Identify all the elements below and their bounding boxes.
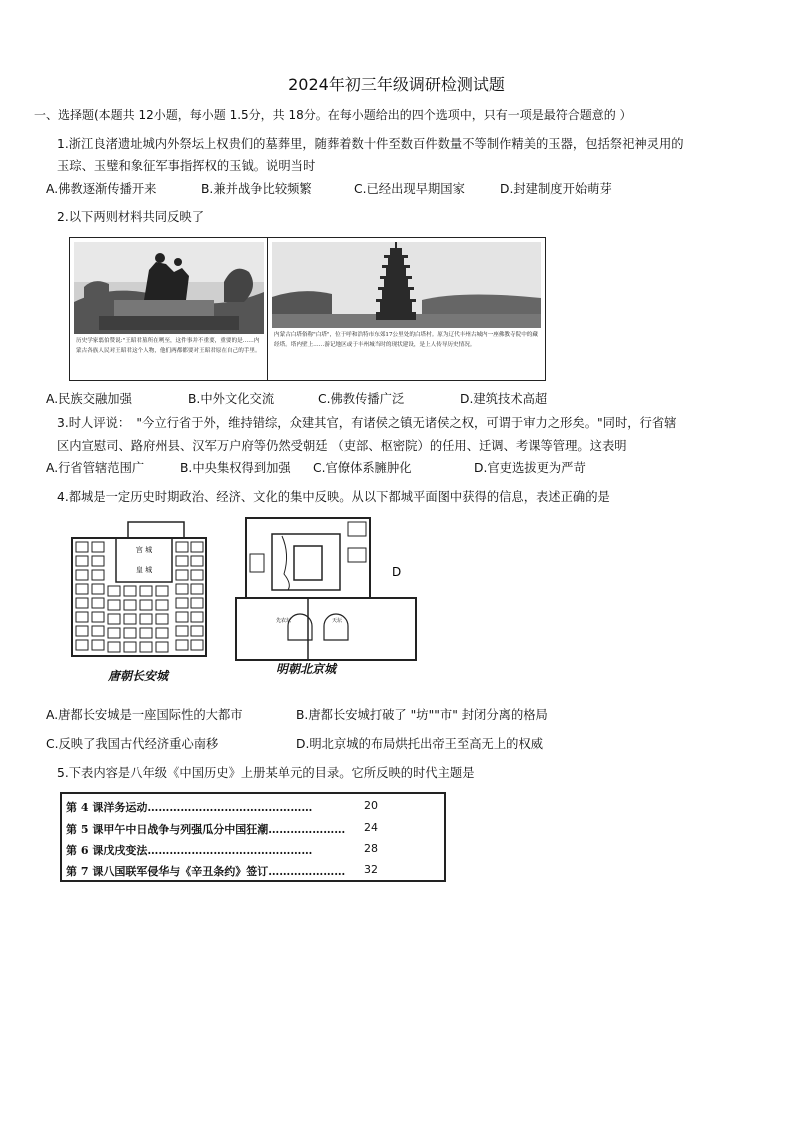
zhaojun-statue-photo [74,242,264,334]
q3-option-a[interactable]: A.行省管辖范围广 [46,461,145,475]
q2-material-frame [69,237,546,381]
q4-option-a[interactable]: A.唐都长安城是一座国际性的大都市 [46,708,243,722]
map-label-imperial-city: 皇 城 [135,566,153,574]
map-label-xiannong: 先农坛 [276,618,292,624]
question-1-line1: 1.浙江良渚遗址城内外祭坛上权贵们的墓葬里，随葬着数十件至数百件数量不等制作精美的玉器，包括祭祀神灵用的 [57,137,684,151]
changan-map-caption: 唐朝长安城 [108,669,169,683]
toc-label: 第 4 课洋务运动……………………………………… [66,801,313,814]
q4-option-b[interactable]: B.唐都长安城打破了 "坊""市" 封闭分离的格局 [296,708,548,722]
toc-page-number: 32 [364,863,378,876]
toc-label: 第 6 课戊戌变法……………………………………… [66,844,313,857]
question-3-line2: 区内宣慰司、路府州县、汉军万户府等仍然受朝廷 （吏部、枢密院）的任用、迁调、考课等管理。这表明 [57,439,627,453]
toc-page-number: 20 [364,799,378,812]
q2-option-d[interactable]: D.建筑技术高超 [460,392,548,406]
q2-option-a[interactable]: A.民族交融加强 [46,392,132,406]
question-1-line2: 玉琮、玉璧和象征军事指挥权的玉钺。说明当时 [57,159,316,173]
question-5-stem: 5.下表内容是八年级《中国历史》上册某单元的目录。它所反映的时代主题是 [57,766,475,780]
q2-caption-right: 内蒙古白塔俗称"白塔"，位于呼和浩特市东郊17公里处的白塔村。原为辽代丰州古城内一座佛教寺院中的藏经塔。塔内壁上……游记地区或于丰州城当时的现状建设，是上人传导历史情况。 [274,332,538,348]
toc-label: 第 7 课八国联军侵华与《辛丑条约》签订………………… [66,865,346,878]
q1-option-d[interactable]: D.封建制度开始萌芽 [500,182,612,196]
toc-row [66,799,312,815]
toc-row [66,842,312,858]
q2-caption-left: 历史学家翦伯赞说:"王昭君墓所在咧至，这件事并不重要，重要的是……内蒙古各族人民对王昭君这个人物，他们两都都要对王昭君原在自己的手里。 [76,338,261,354]
q2-option-c[interactable]: C.佛教传播广泛 [318,392,405,406]
page-title: 2024年初三年级调研检测试题 [288,75,505,94]
q3-option-b[interactable]: B.中央集权得到加强 [180,461,291,475]
section-heading: 一、选择题(本题共 12小题，每小题 1.5分，共 18分。在每小题给出的四个选项中，只有一项是最符合题意的 ） [34,108,632,122]
toc-page-number: 28 [364,842,378,855]
changan-city-map [70,520,216,666]
toc-row [66,863,345,879]
white-pagoda-photo [272,242,541,328]
q1-option-b[interactable]: B.兼并战争比较频繁 [201,182,312,196]
q4-option-d[interactable]: D.明北京城的布局烘托出帝王至高无上的权威 [296,737,544,751]
toc-row [66,821,345,837]
q1-option-a[interactable]: A.佛教逐渐传播开来 [46,182,157,196]
question-2-stem: 2.以下两则材料共同反映了 [57,210,204,224]
q3-option-c[interactable]: C.官僚体系臃肿化 [313,461,412,475]
beijing-city-map [232,514,422,664]
q4-option-c[interactable]: C.反映了我国古代经济重心南移 [46,737,219,751]
toc-page-number: 24 [364,821,378,834]
q2-option-b[interactable]: B.中外文化交流 [188,392,275,406]
map-label-d: D [392,565,402,579]
table-of-contents [60,792,446,882]
q1-option-c[interactable]: C.已经出现早期国家 [354,182,465,196]
toc-label: 第 5 课甲午中日战争与列强瓜分中国狂潮………………… [66,823,346,836]
question-3-line1: 3.时人评说： "今立行省于外，维持错综，众建其官，有诸侯之镇无诸侯之权，可谓于审力之形矣。"同时，行省辖 [57,416,677,430]
map-label-temple-of-heaven: 天坛 [332,618,343,624]
map-label-palace: 宫 城 [135,546,153,554]
q3-option-d[interactable]: D.官吏选拔更为严苛 [474,461,586,475]
question-4-stem: 4.都城是一定历史时期政治、经济、文化的集中反映。从以下都城平面图中获得的信息，表述正确的是 [57,490,610,504]
beijing-map-caption: 明朝北京城 [276,662,337,676]
